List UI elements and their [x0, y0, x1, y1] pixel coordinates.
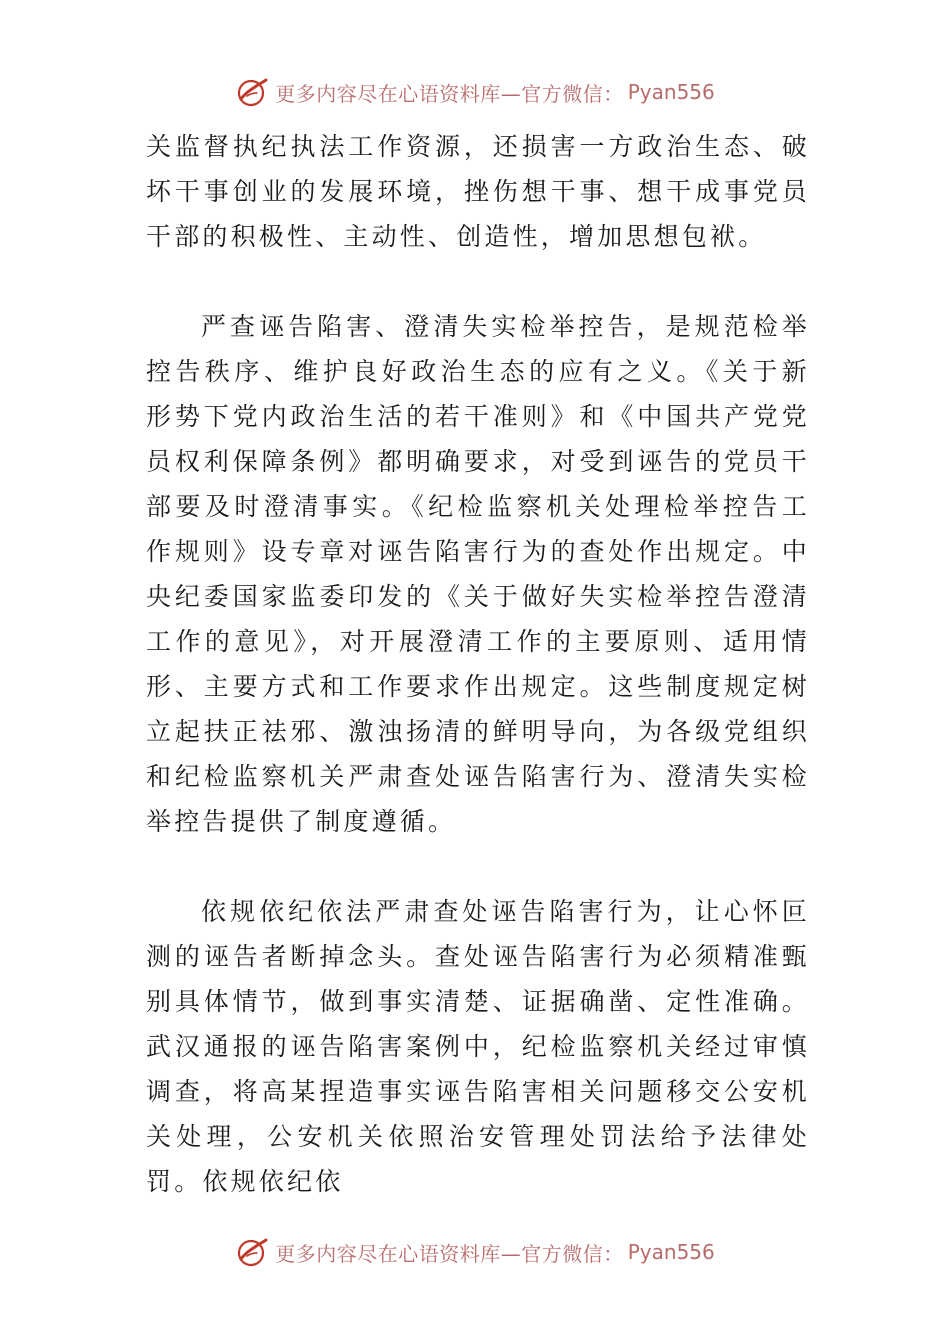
- paragraph-2: 严查诬告陷害、澄清失实检举控告，是规范检举控告秩序、维护良好政治生态的应有之义。《关于新形势下党内政治生活的若干准则》和《中国共产党党员权利保障条例》都明确要求，对受到诬告的党员干部要及时澄清事实。《纪检监察机关处理检举控告工作规则》设专章对诬告陷害行为的查处作出规定。中央纪委国家监委印发的《关于做好失实检举控告澄清工作的意见》，对开展澄清工作的主要原则、适用情形、主要方式和工作要求作出规定。这些制度规定树立起扶正祛邪、激浊扬清的鲜明导向，为各级党组织和纪检监察机关严肃查处诬告陷害行为、澄清失实检举控告提供了制度遵循。: [146, 312, 810, 836]
- brush-circle-icon: [235, 1235, 269, 1269]
- paragraph-3: 依规依纪依法严肃查处诬告陷害行为，让心怀叵测的诬告者断掉念头。查处诬告陷害行为必须精准甄别具体情节，做到事实清楚、证据确凿、定性准确。武汉通报的诬告陷害案例中，纪检监察机关经过审慎调查，将高某捏造事实诬告陷害相关问题移交公安机关处理，公安机关依照治安管理处罚法给予法律处罚。依规依纪依: [146, 897, 810, 1196]
- footer-watermark: [0, 1232, 950, 1272]
- brush-circle-icon: [235, 75, 269, 109]
- paragraph-1: 关监督执纪执法工作资源，还损害一方政治生态、破坏干事创业的发展环境，挫伤想干事、想干成事党员干部的积极性、主动性、创造性，增加思想包袱。: [146, 132, 810, 251]
- watermark-id: Pyan556: [627, 80, 715, 104]
- document-body: [146, 124, 810, 1204]
- watermark-text: 更多内容尽在心语资料库—官方微信：: [275, 1241, 624, 1266]
- watermark-text: 更多内容尽在心语资料库—官方微信：: [275, 81, 624, 106]
- watermark-id: Pyan556: [627, 1240, 715, 1264]
- header-watermark: [0, 72, 950, 112]
